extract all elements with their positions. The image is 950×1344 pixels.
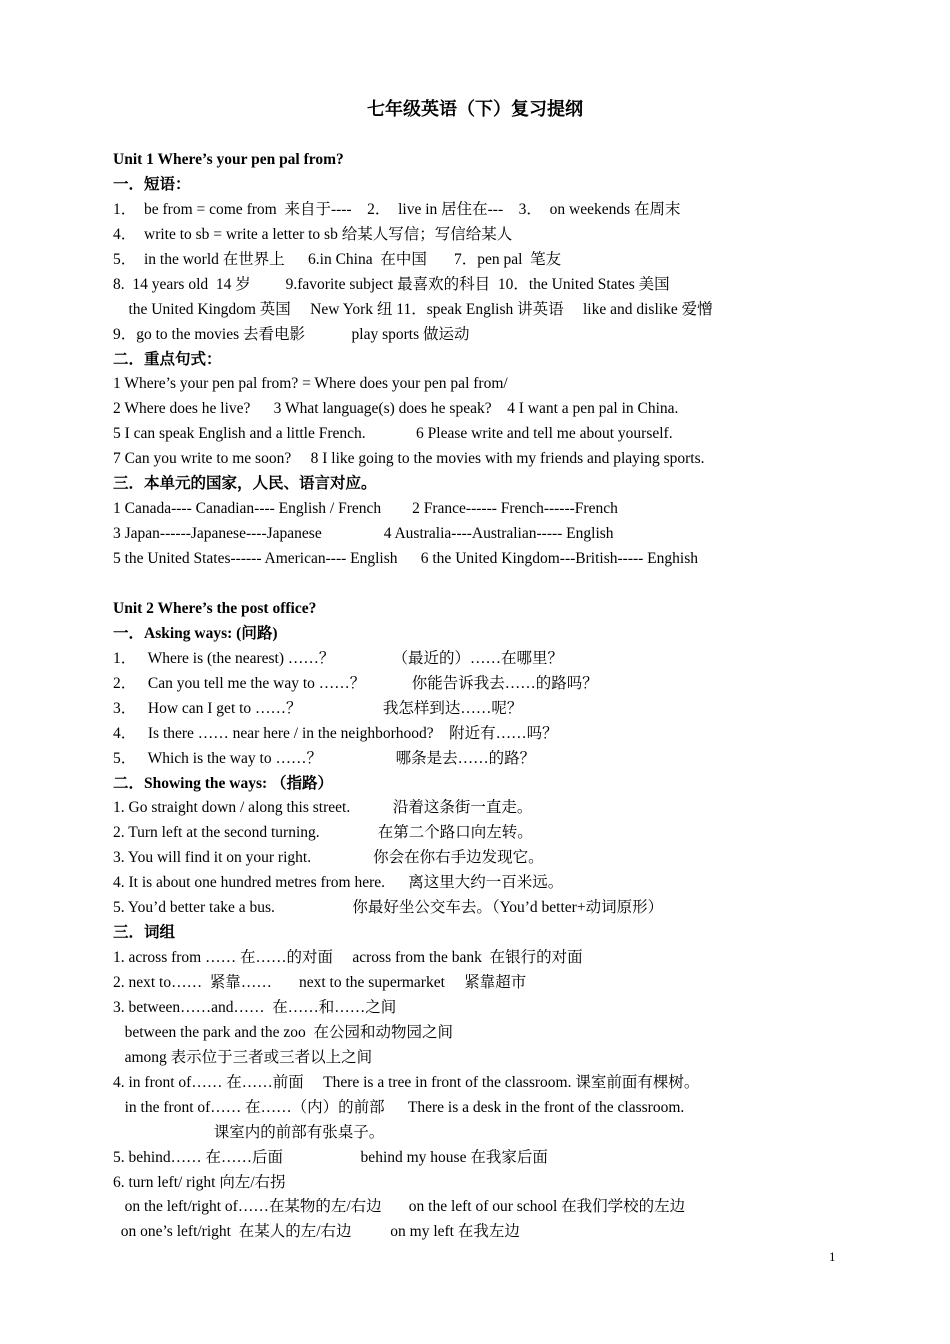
text-line: on one’s left/right 在某人的左/右边 on my left 在我左边 xyxy=(113,1223,520,1240)
text-line: among 表示位于三者或三者以上之间 xyxy=(113,1049,373,1066)
text-line: 1. across from …… 在……的对面 across from the bank 在银行的对面 xyxy=(113,949,583,966)
text-line: 5． in the world 在世界上 6.in China 在中国 7．pen pal 笔友 xyxy=(113,251,562,268)
text-line: 7 Can you write to me soon? 8 I like going to the movies with my friends and playing sports. xyxy=(113,450,705,467)
section-heading: 三．词组 xyxy=(113,924,176,941)
section-heading: 三．本单元的国家，人民、语言对应。 xyxy=(113,475,377,492)
document-title: 七年级英语（下）复习提纲 xyxy=(367,99,583,119)
text-line: 5． Which is the way to ……？ 哪条是去……的路？ xyxy=(113,750,536,767)
text-line: 1． Where is (the nearest) ……？ （最近的）……在哪里？ xyxy=(113,650,564,667)
text-line: 8. 14 years old 14 岁 9.favorite subject 最喜欢的科目 10．the United States 美国 xyxy=(113,276,670,293)
section-heading: 二．重点句式： xyxy=(113,351,222,368)
text-line: 2． Can you tell me the way to ……？ 你能告诉我去……的路吗？ xyxy=(113,675,598,692)
text-line: 3. between……and…… 在……和……之间 xyxy=(113,999,397,1016)
text-line: 6. turn left/ right 向左/右拐 xyxy=(113,1174,286,1191)
text-line: 5. behind…… 在……后面 behind my house 在我家后面 xyxy=(113,1149,548,1166)
text-line: 1. Go straight down / along this street. 沿着这条街一直走。 xyxy=(113,799,533,816)
text-line: 2. next to…… 紧靠…… next to the supermarket 紧靠超市 xyxy=(113,974,527,991)
text-line: 1 Where’s your pen pal from? = Where does your pen pal from/ xyxy=(113,375,508,392)
section-heading: 一．短语： xyxy=(113,176,191,193)
text-line: 9．go to the movies 去看电影 play sports 做运动 xyxy=(113,326,470,343)
text-line: 课室内的前部有张桌子。 xyxy=(113,1124,385,1141)
text-line: 4． Is there …… near here / in the neighborhood? 附近有……吗？ xyxy=(113,725,558,742)
text-line: 5. You’d better take a bus. 你最好坐公交车去。（You’d better+动词原形） xyxy=(113,899,664,916)
text-line: 4． write to sb = write a letter to sb 给某人写信；写信给某人 xyxy=(113,226,513,243)
text-line: 4. It is about one hundred metres from here. 离这里大约一百米远。 xyxy=(113,874,564,891)
section-heading: 二．Showing the ways: （指路） xyxy=(113,775,334,792)
text-line: 5 I can speak English and a little French. 6 Please write and tell me about yourself. xyxy=(113,425,673,442)
text-line: the United Kingdom 英国 New York 纽 11．speak English 讲英语 like and dislike 爱憎 xyxy=(113,301,713,318)
text-line: 5 the United States------ American---- English 6 the United Kingdom---British----- Enghish xyxy=(113,550,698,567)
text-line: 3. You will find it on your right. 你会在你右手边发现它。 xyxy=(113,849,544,866)
text-line: 1． be from = come from 来自于---- 2． live in 居住在--- 3． on weekends 在周末 xyxy=(113,201,681,218)
text-line: 3 Japan------Japanese----Japanese 4 Australia----Australian----- English xyxy=(113,525,614,542)
text-line: on the left/right of……在某物的左/右边 on the left of our school 在我们学校的左边 xyxy=(113,1198,686,1215)
section-heading: Unit 1 Where’s your pen pal from? xyxy=(113,151,344,168)
section-heading: 一．Asking ways: (问路) xyxy=(113,625,278,642)
text-line: in the front of…… 在……（内）的前部 There is a desk in the front of the classroom. xyxy=(113,1099,685,1116)
text-line: 4. in front of…… 在……前面 There is a tree in front of the classroom. 课室前面有棵树。 xyxy=(113,1074,700,1091)
text-line: 2. Turn left at the second turning. 在第二个路口向左转。 xyxy=(113,824,533,841)
text-line: between the park and the zoo 在公园和动物园之间 xyxy=(113,1024,454,1041)
section-heading: Unit 2 Where’s the post office? xyxy=(113,600,317,617)
text-line: 2 Where does he live? 3 What language(s) does he speak? 4 I want a pen pal in China. xyxy=(113,400,679,417)
text-line: 1 Canada---- Canadian---- English / French 2 France------ French------French xyxy=(113,500,618,517)
page-number: 1 xyxy=(829,1249,836,1264)
text-line: 3． How can I get to ……？ 我怎样到达……呢？ xyxy=(113,700,523,717)
